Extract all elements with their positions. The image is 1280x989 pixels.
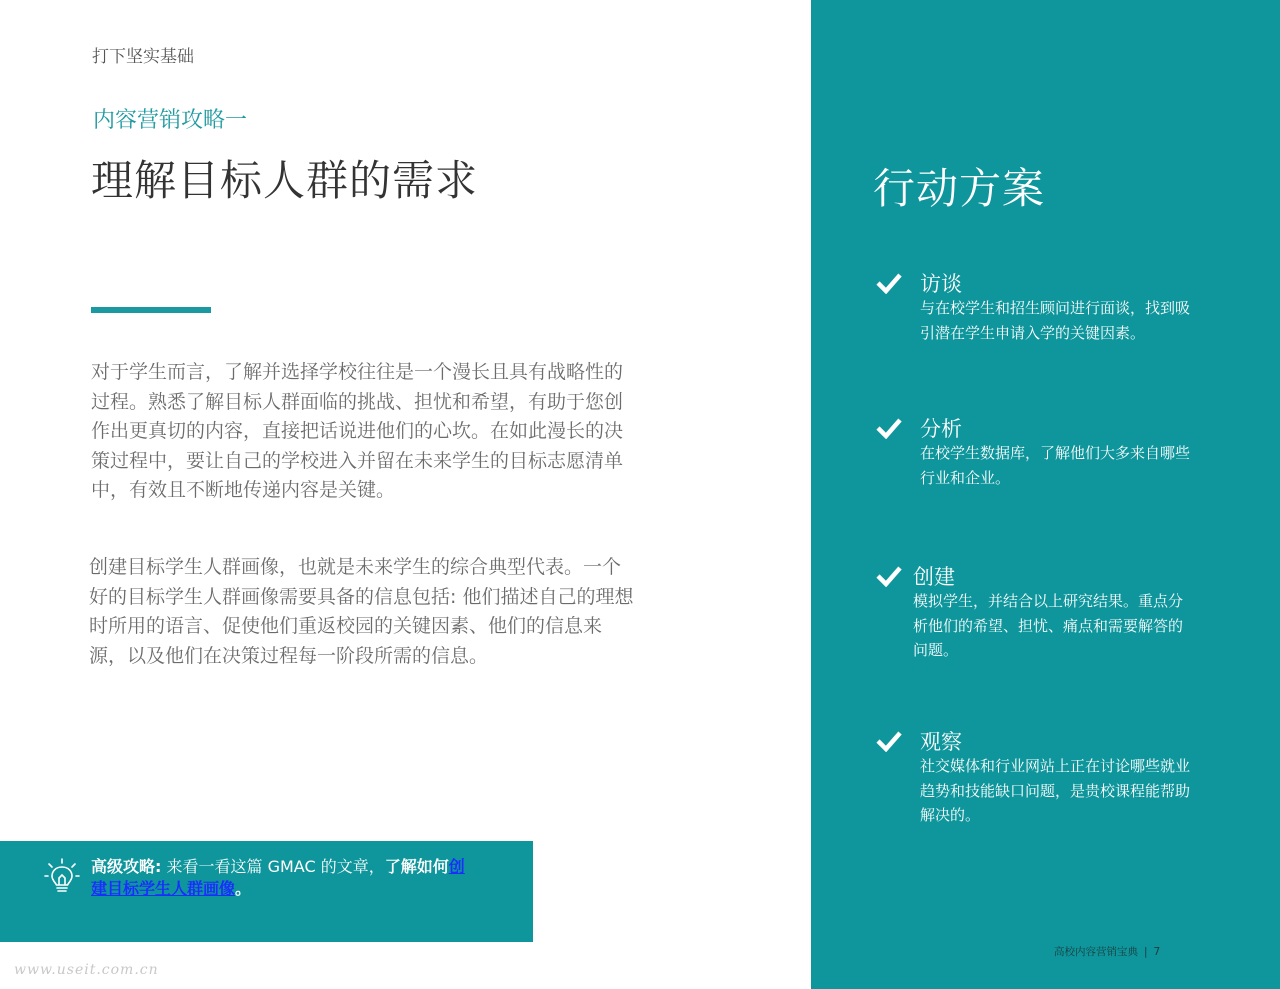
checkmark-icon [876,565,902,587]
tip-body: 来看一看这篇 GMAC 的文章， [161,857,385,876]
footer-doc-title: 高校内容营销宝典 [1054,946,1138,958]
action-body: 与在校学生和招生顾问进行面谈，找到吸引潜在学生申请入学的关键因素。 [920,299,1191,342]
kicker: 内容营销攻略一 [93,108,248,133]
checkmark-icon [876,417,902,439]
title-underline [91,307,211,313]
action-heading: 创建 [913,565,955,589]
tip-emphasis: 了解如何 [384,857,449,876]
checkmark-icon [876,272,902,294]
action-body: 模拟学生，并结合以上研究结果。重点分析他们的希望、担忧、痛点和需要解答的问题。 [913,592,1184,659]
checkmark-icon [876,730,902,752]
action-plan-title: 行动方案 [873,164,1046,213]
page-title: 理解目标人群的需求 [91,156,479,205]
tip-end: 。 [235,879,252,898]
persona-article-link[interactable]: 创建目标学生人群画像 [91,857,465,898]
action-heading: 访谈 [920,272,962,296]
action-heading: 分析 [920,417,962,441]
page-number: 7 [1153,946,1161,958]
action-heading: 观察 [920,730,962,754]
right-panel [811,0,1280,989]
section-label: 打下坚实基础 [92,47,194,67]
action-body: 在校学生数据库，了解他们大多来自哪些行业和企业。 [920,444,1191,487]
action-body: 社交媒体和行业网站上正在讨论哪些就业趋势和技能缺口问题，是贵校课程能帮助解决的。 [920,757,1191,824]
tip-text [91,856,471,900]
lightbulb-icon [44,857,80,897]
body-paragraph: 对于学生而言，了解并选择学校往往是一个漫长且具有战略性的过程。熟悉了解目标人群面临的挑战、担忧和希望，有助于您创作出更真切的内容，直接把话说进他们的心坎。在如此漫长的决策过程中，要让自己的学校进入并留在未来学生的目标志愿清单中，有效且不断地传递内容是关键。 [91,361,624,501]
page-footer [1054,944,1160,959]
body-paragraph: 创建目标学生人群画像，也就是未来学生的综合典型代表。一个好的目标学生人群画像需要具备的信息包括: 他们描述自己的理想时所用的语言、促使他们重返校园的关键因素、他们的信息来源，以及他们在决策过程每一阶段所需的信息。 [89,556,634,667]
watermark: www.useit.com.cn [14,962,159,978]
tip-label: 高级攻略: [91,857,162,876]
footer-separator: | [1144,946,1148,958]
